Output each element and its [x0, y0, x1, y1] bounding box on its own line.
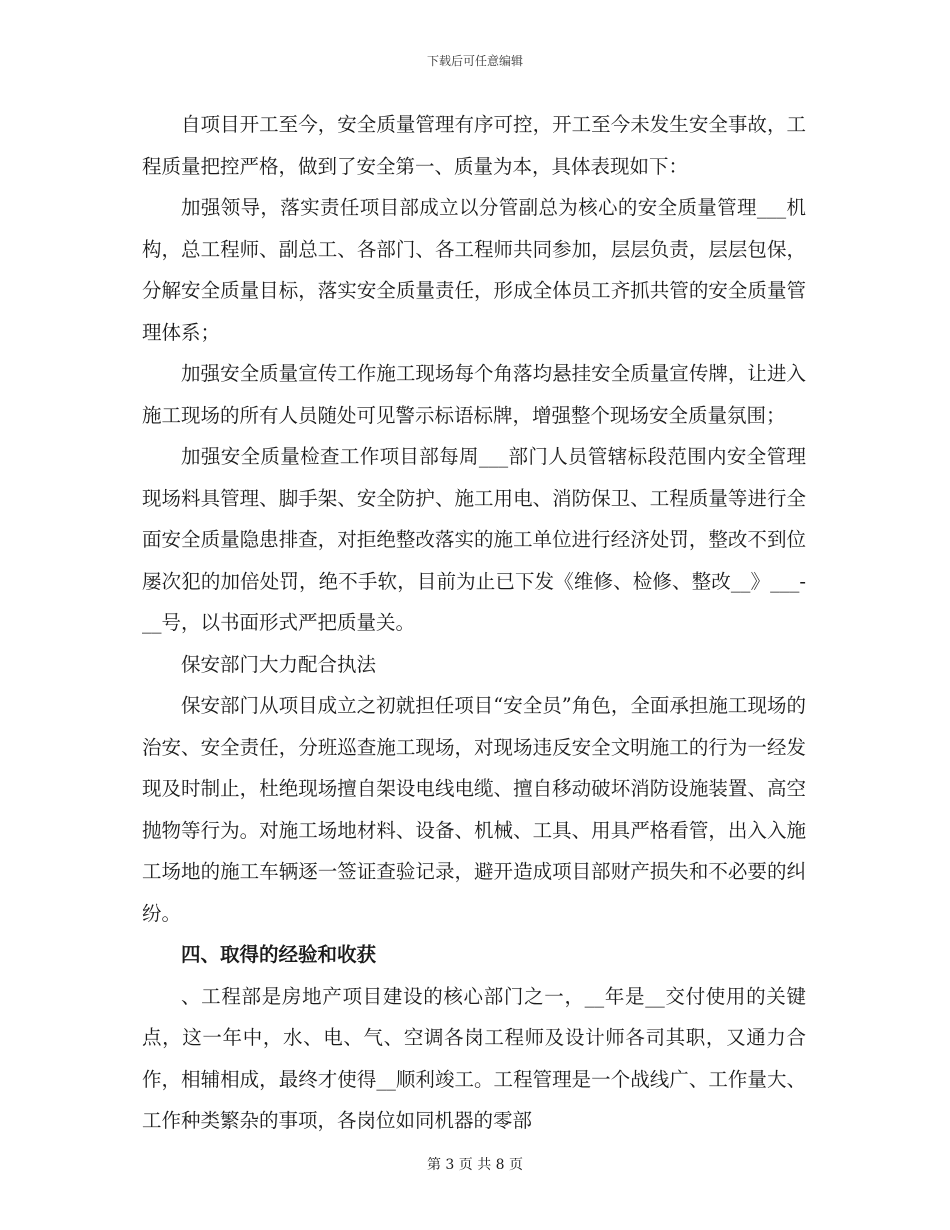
paragraph-security-dept: 保安部门从项目成立之初就担任项目“安全员”角色，全面承担施工现场的治安、安全责任，分班巡查施工现场，对现场违反安全文明施工的行为一经发现及时制止，杜绝现场擅自架设电线电缆、擅自移动破坏消防设施装置、高空抛物等行为。对施工场地材料、设备、机械、工具、用具严格看管，出入入施工场地的施工车辆逐一签证查验记录，避开造成项目部财产损失和不必要的纠纷。	[142, 694, 806, 925]
paragraph-engineering-dept: 、工程部是房地产项目建设的核心部门之一，__年是__交付使用的关键点，这一年中，水、电、气、空调各岗工程师及设计师各司其职，又通力合作，相辅相成，最终才使得__顺利竣工。工程管理是一个战线广、工作量大、工作种类繁杂的事项，各岗位如同机器的零部	[142, 984, 806, 1132]
page-header: 下载后可任意编辑	[426, 54, 523, 68]
paragraph-inspection: 加强安全质量检查工作项目部每周___部门人员管辖标段范围内安全管理现场料具管理、脚手架、安全防护、施工用电、消防保卫、工程质量等进行全面安全质量隐患排查，对拒绝整改落实的施工单位进行经济处罚，整改不到位屡次犯的加倍处罚，绝不手软，目前为止已下发《维修、检修、整改__》___-__号，以书面形式严把质量关。	[142, 445, 806, 634]
document-body	[142, 104, 806, 1142]
paragraph-safety-overview: 自项目开工至今，安全质量管理有序可控，开工至今未发生安全事故，工程质量把控严格，做到了安全第一、质量为本，具体表现如下：	[142, 113, 806, 178]
paragraph-leadership: 加强领导，落实责任项目部成立以分管副总为核心的安全质量管理___机构，总工程师、副总工、各部门、各工程师共同参加，层层负责，层层包保，分解安全质量目标，落实安全质量责任，形成全体员工齐抓共管的安全质量管理体系；	[142, 196, 806, 344]
page-number: 第 3 页 共 8 页	[426, 1157, 524, 1173]
section-heading-experience: 四、取得的经验和收获	[181, 943, 377, 966]
paragraph-security-dept-title: 保安部门大力配合执法	[181, 652, 377, 676]
paragraph-publicity: 加强安全质量宣传工作施工现场每个角落均悬挂安全质量宣传牌，让进入施工现场的所有人员随处可见警示标语标牌，增强整个现场安全质量氛围；	[142, 362, 806, 427]
